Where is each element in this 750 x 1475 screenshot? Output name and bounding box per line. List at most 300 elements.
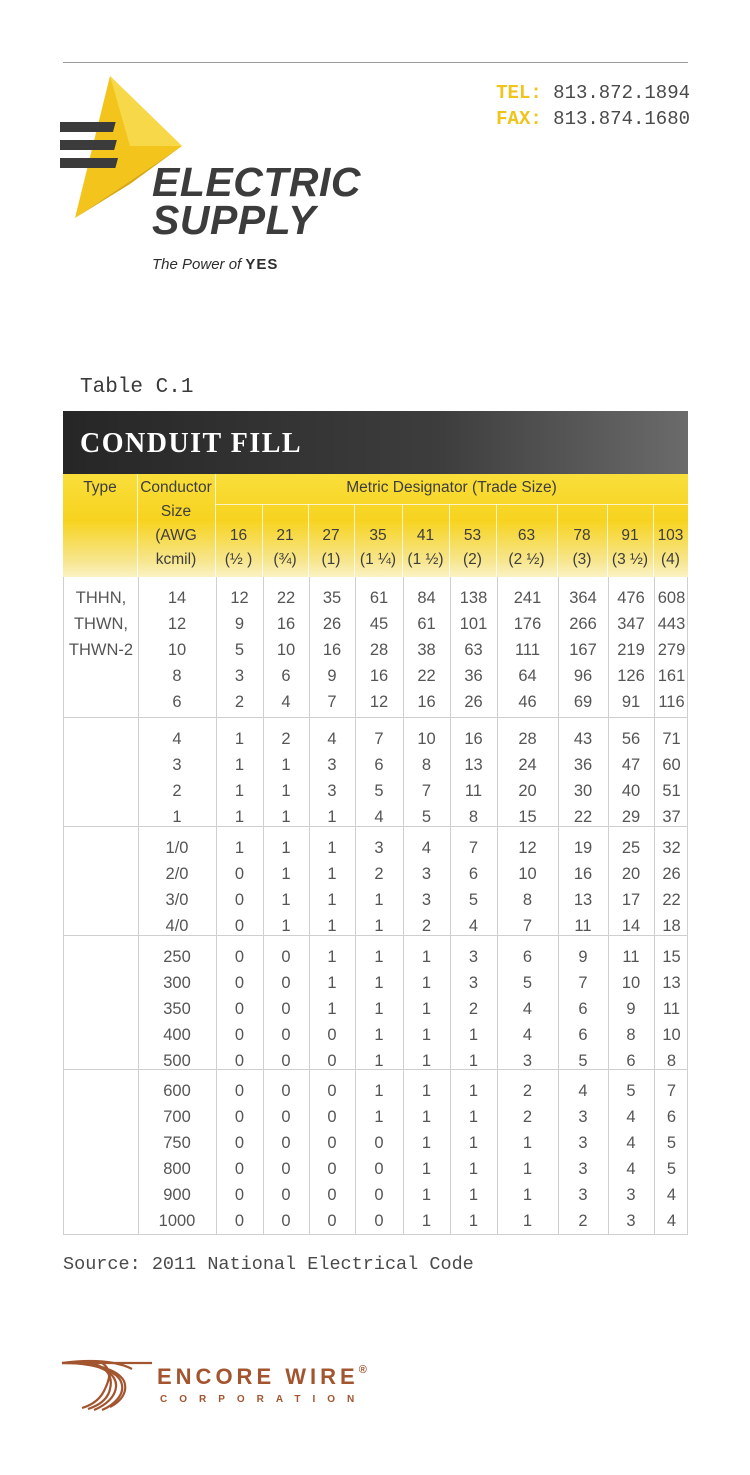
fill-count-value: 18 (662, 917, 681, 935)
fill-count-value: 0 (234, 917, 245, 935)
fill-count-value: 3 (374, 839, 384, 857)
fill-count-value: 5 (626, 1082, 636, 1100)
fill-count-value: 29 (621, 808, 641, 826)
fill-count-value: 1 (234, 782, 245, 800)
fill-count-cell (497, 1078, 558, 1234)
fill-count-value: 14 (621, 917, 641, 935)
fill-count-cell (654, 944, 689, 1074)
fill-count-value: 1 (374, 1052, 384, 1070)
header-divider (557, 504, 558, 577)
fill-count-value: 0 (374, 1134, 384, 1152)
trade-size-value: (1 ¼) (359, 551, 397, 568)
fill-count-value: 3 (578, 1108, 588, 1126)
fill-count-value: 0 (327, 1160, 337, 1178)
fill-count-cell (450, 585, 497, 715)
fill-count-value: 476 (617, 589, 645, 607)
fill-count-value: 279 (657, 641, 686, 659)
fill-count-value: 13 (662, 974, 681, 992)
fill-count-value: 0 (327, 1082, 337, 1100)
fill-count-value: 7 (374, 730, 384, 748)
fill-count-value: 26 (662, 865, 681, 883)
fill-count-cell (309, 1078, 355, 1234)
top-divider (63, 62, 688, 63)
fill-count-cell (403, 944, 450, 1074)
conductor-header-line: Conductor (140, 479, 212, 496)
fill-count-value: 96 (573, 667, 593, 685)
fill-count-value: 0 (234, 1212, 245, 1230)
fill-count-value: 1 (421, 1160, 432, 1178)
fill-count-value: 22 (417, 667, 436, 685)
fill-count-value: 1 (421, 1108, 432, 1126)
fill-count-value: 0 (327, 1108, 337, 1126)
fill-count-value: 4 (522, 1000, 533, 1018)
fill-count-value: 0 (374, 1212, 384, 1230)
fill-count-cell (654, 726, 689, 830)
fill-count-cell (497, 585, 558, 715)
header-divider (354, 504, 355, 577)
tel-line (496, 80, 690, 106)
metric-size-value: 91 (621, 527, 639, 544)
fill-count-value: 4 (666, 1186, 677, 1204)
fill-count-value: 176 (513, 615, 542, 633)
fill-count-value: 1 (281, 756, 291, 774)
fill-count-value: 1 (522, 1134, 533, 1152)
fill-count-value: 0 (374, 1160, 384, 1178)
fill-count-value: 6 (522, 948, 533, 966)
conductor-size-value: 2/0 (165, 865, 189, 883)
fill-count-value: 16 (322, 641, 342, 659)
fill-count-value: 2 (234, 693, 245, 711)
conductor-size-value: 12 (167, 615, 187, 633)
fill-count-value: 0 (327, 1186, 337, 1204)
fill-count-value: 1 (327, 974, 337, 992)
contact-block (496, 80, 690, 132)
fill-count-cell (654, 1078, 689, 1234)
fill-count-value: 5 (578, 1052, 588, 1070)
fill-count-value: 17 (621, 891, 641, 909)
fill-count-value: 347 (617, 615, 645, 633)
conductor-size-cell (138, 835, 216, 939)
conductor-size-value: 10 (167, 641, 187, 659)
conductor-size-cell (138, 585, 216, 715)
conductor-size-value: 300 (163, 974, 191, 992)
fill-count-value: 1 (421, 1082, 432, 1100)
fill-count-value: 138 (459, 589, 488, 607)
header-divider (137, 474, 138, 577)
table-row-group (64, 577, 687, 717)
trade-size-value: (½ ) (224, 551, 253, 568)
encore-wire-name (157, 1364, 367, 1390)
fill-count-cell (608, 835, 654, 939)
fill-count-cell (355, 1078, 403, 1234)
fill-count-value: 1 (421, 1000, 432, 1018)
metric-size-value: 16 (229, 527, 248, 544)
fill-count-value: 8 (468, 808, 479, 826)
fill-count-value: 1 (327, 808, 337, 826)
fax-label: FAX: (496, 108, 542, 130)
fill-count-value: 6 (578, 1000, 588, 1018)
metric-size-value: 41 (416, 527, 435, 544)
table-caption: Table C.1 (80, 376, 194, 399)
fill-count-value: 71 (662, 730, 681, 748)
fill-count-cell (558, 835, 608, 939)
fill-count-cell (608, 585, 654, 715)
fill-count-value: 3 (468, 974, 479, 992)
fill-count-cell (608, 726, 654, 830)
fill-count-cell (403, 1078, 450, 1234)
fill-count-value: 1 (234, 839, 245, 857)
metric-size-value: 21 (276, 527, 294, 544)
fill-count-value: 3 (578, 1134, 588, 1152)
fill-count-value: 1 (421, 948, 432, 966)
fill-count-value: 0 (327, 1134, 337, 1152)
fill-count-value: 9 (578, 948, 588, 966)
fill-count-value: 1 (281, 865, 291, 883)
fill-count-value: 1 (281, 891, 291, 909)
type-value: THHN, (75, 589, 127, 607)
table-title: CONDUIT FILL (80, 428, 303, 459)
header-divider (308, 504, 309, 577)
header-divider (653, 504, 654, 577)
fill-count-value: 0 (234, 1134, 245, 1152)
metric-size-header (557, 524, 607, 572)
fill-count-value: 5 (421, 808, 432, 826)
fill-count-value: 0 (234, 865, 245, 883)
trade-size-value: (3) (572, 551, 592, 568)
fill-count-value: 0 (281, 1160, 291, 1178)
fill-count-cell (558, 585, 608, 715)
fill-count-value: 3 (626, 1212, 636, 1230)
fill-count-value: 8 (421, 756, 432, 774)
conductor-size-value: 1000 (158, 1212, 196, 1230)
fill-count-cell (355, 944, 403, 1074)
fill-count-value: 16 (573, 865, 593, 883)
brand-line-2: SUPPLY (152, 197, 316, 243)
fill-count-value: 1 (522, 1212, 533, 1230)
fill-count-cell (216, 835, 263, 939)
header-divider (262, 504, 263, 577)
fill-count-value: 2 (522, 1108, 533, 1126)
fax-line (496, 106, 690, 132)
fill-count-value: 3 (626, 1186, 636, 1204)
conduit-fill-table (63, 411, 688, 1235)
conductor-size-value: 6 (172, 693, 182, 711)
table-row-group (64, 935, 687, 1069)
fill-count-cell (216, 585, 263, 715)
conductor-size-cell (138, 1078, 216, 1234)
metric-size-value: 35 (369, 527, 387, 544)
fill-count-value: 1 (374, 948, 384, 966)
fill-count-cell (558, 944, 608, 1074)
fill-count-value: 16 (417, 693, 436, 711)
encore-corporation: CORPORATION (160, 1394, 367, 1405)
type-value: THWN, (73, 615, 129, 633)
fill-count-value: 24 (518, 756, 537, 774)
fill-count-value: 1 (327, 948, 337, 966)
tagline (152, 256, 278, 273)
fill-count-value: 1 (421, 1186, 432, 1204)
metric-size-value: 63 (517, 527, 536, 544)
header-divider (449, 504, 450, 577)
fill-count-value: 2 (421, 917, 432, 935)
conductor-size-value: 1 (172, 808, 182, 826)
source-note: Source: 2011 National Electrical Code (63, 1254, 474, 1275)
tel-value[interactable]: 813.872.1894 (553, 82, 690, 104)
metric-size-header (308, 524, 354, 572)
trade-size-value: (1 ½) (407, 551, 444, 568)
fill-count-value: 4 (626, 1160, 636, 1178)
fill-count-value: 10 (276, 641, 296, 659)
fill-count-value: 61 (417, 615, 436, 633)
fill-count-value: 0 (281, 948, 291, 966)
fill-count-value: 46 (518, 693, 537, 711)
metric-size-header (402, 524, 449, 572)
fill-count-value: 0 (234, 1160, 245, 1178)
fill-count-value: 63 (464, 641, 483, 659)
fill-count-value: 6 (281, 667, 291, 685)
fill-count-value: 3 (522, 1052, 533, 1070)
fill-count-value: 1 (281, 839, 291, 857)
fill-count-cell (216, 726, 263, 830)
fill-count-value: 19 (573, 839, 593, 857)
fill-count-cell (309, 944, 355, 1074)
fill-count-value: 60 (662, 756, 681, 774)
fill-count-value: 1 (234, 756, 245, 774)
brand-line-1: ELECTRIC (152, 159, 361, 205)
table-row-group (64, 826, 687, 935)
fill-count-cell (403, 585, 450, 715)
fill-count-value: 16 (276, 615, 296, 633)
fill-count-value: 3 (327, 756, 337, 774)
trade-size-value: (2 ½) (508, 551, 545, 568)
fill-count-value: 1 (522, 1186, 533, 1204)
fill-count-value: 26 (464, 693, 483, 711)
metric-size-header (215, 524, 262, 572)
fill-count-value: 36 (573, 756, 593, 774)
fill-count-value: 3 (578, 1160, 588, 1178)
fill-count-cell (558, 726, 608, 830)
conductor-size-value: 800 (163, 1160, 191, 1178)
fill-count-value: 1 (374, 974, 384, 992)
fill-count-value: 32 (662, 839, 681, 857)
fill-count-value: 1 (327, 1000, 337, 1018)
fill-count-value: 0 (234, 1000, 245, 1018)
conductor-size-value: 250 (163, 948, 191, 966)
fill-count-value: 91 (621, 693, 641, 711)
header-divider (607, 504, 608, 577)
fill-count-value: 1 (327, 917, 337, 935)
fill-count-value: 5 (468, 891, 479, 909)
table-body (63, 577, 688, 1235)
fill-count-cell (263, 1078, 309, 1234)
table-row-group (64, 1069, 687, 1234)
conductor-size-value: 3 (172, 756, 182, 774)
fill-count-cell (403, 835, 450, 939)
fill-count-value: 6 (578, 1026, 588, 1044)
fill-count-value: 116 (658, 693, 685, 711)
tagline-prefix: The Power of (152, 256, 246, 273)
fill-count-value: 0 (281, 1026, 291, 1044)
metric-designator-header: Metric Designator (Trade Size) (346, 479, 557, 496)
fill-count-value: 10 (518, 865, 537, 883)
fill-count-value: 1 (468, 1212, 479, 1230)
conductor-header-line: Size (160, 503, 192, 520)
fill-count-value: 69 (573, 693, 593, 711)
fill-count-value: 12 (230, 589, 249, 607)
fill-count-value: 2 (374, 865, 384, 883)
conductor-header-line: (AWG (155, 527, 197, 544)
fill-count-cell (497, 726, 558, 830)
fill-count-value: 0 (327, 1026, 337, 1044)
metric-size-value: 78 (573, 527, 591, 544)
fill-count-value: 0 (281, 1082, 291, 1100)
metric-size-value: 27 (322, 527, 340, 544)
fill-count-value: 3 (421, 865, 432, 883)
fill-count-value: 111 (514, 641, 541, 659)
header-subdivider (215, 504, 688, 505)
fill-count-cell (263, 585, 309, 715)
fill-count-value: 4 (468, 917, 479, 935)
fill-count-value: 38 (417, 641, 436, 659)
fill-count-value: 1 (522, 1160, 533, 1178)
fill-count-value: 4 (626, 1108, 636, 1126)
fill-count-cell (608, 944, 654, 1074)
tel-label: TEL: (496, 82, 542, 104)
fill-count-value: 1 (468, 1186, 479, 1204)
conductor-size-value: 3/0 (165, 891, 189, 909)
fill-count-value: 1 (468, 1082, 479, 1100)
registered-mark: ® (358, 1364, 367, 1376)
fill-count-value: 5 (374, 782, 384, 800)
fill-count-cell (403, 726, 450, 830)
fill-count-value: 126 (617, 667, 645, 685)
fill-count-value: 16 (464, 730, 483, 748)
fill-count-value: 15 (518, 808, 537, 826)
fill-count-value: 3 (578, 1186, 588, 1204)
fill-count-value: 101 (459, 615, 488, 633)
fill-count-value: 266 (569, 615, 597, 633)
fill-count-value: 35 (322, 589, 342, 607)
fill-count-value: 4 (281, 693, 291, 711)
fill-count-value: 1 (421, 1134, 432, 1152)
fill-count-value: 0 (281, 1186, 291, 1204)
fill-count-value: 64 (518, 667, 537, 685)
fill-count-value: 4 (666, 1212, 677, 1230)
fill-count-value: 167 (569, 641, 597, 659)
fill-count-value: 5 (666, 1134, 677, 1152)
fill-count-value: 0 (234, 1108, 245, 1126)
fill-count-value: 13 (464, 756, 483, 774)
fill-count-value: 26 (322, 615, 342, 633)
fill-count-value: 6 (468, 865, 479, 883)
fill-count-value: 45 (369, 615, 389, 633)
fill-count-cell (608, 1078, 654, 1234)
fill-count-value: 11 (662, 1000, 681, 1018)
column-divider (138, 936, 139, 1069)
fill-count-value: 20 (518, 782, 537, 800)
table-row-group (64, 717, 687, 826)
fill-count-value: 5 (666, 1160, 677, 1178)
fill-count-cell (355, 585, 403, 715)
fill-count-value: 2 (281, 730, 291, 748)
metric-size-header (449, 524, 496, 572)
fill-count-value: 219 (617, 641, 645, 659)
fill-count-value: 1 (234, 730, 245, 748)
fill-count-value: 2 (468, 1000, 479, 1018)
fill-count-value: 364 (569, 589, 597, 607)
trade-size-value: (2) (463, 551, 482, 568)
header-divider (402, 504, 403, 577)
fill-count-value: 241 (513, 589, 542, 607)
conductor-size-value: 600 (163, 1082, 191, 1100)
type-value: THWN-2 (68, 641, 134, 659)
fill-count-value: 1 (234, 808, 245, 826)
fill-count-value: 61 (369, 589, 389, 607)
fill-count-value: 1 (281, 917, 291, 935)
fill-count-value: 40 (621, 782, 641, 800)
fill-count-value: 10 (417, 730, 436, 748)
fill-count-value: 1 (468, 1026, 479, 1044)
fill-count-value: 0 (374, 1186, 384, 1204)
column-divider (138, 718, 139, 826)
fill-count-cell (309, 835, 355, 939)
fill-count-value: 9 (626, 1000, 636, 1018)
fill-count-value: 7 (468, 839, 479, 857)
type-header: Type (83, 479, 117, 496)
fill-count-value: 4 (327, 730, 337, 748)
fill-count-value: 84 (417, 589, 436, 607)
fill-count-cell (654, 835, 689, 939)
fill-count-value: 3 (421, 891, 432, 909)
tagline-yes: YES (245, 256, 279, 273)
fill-count-value: 1 (327, 891, 337, 909)
fill-count-value: 0 (234, 948, 245, 966)
fill-count-cell (309, 726, 355, 830)
conductor-size-value: 8 (172, 667, 182, 685)
fill-count-value: 43 (573, 730, 593, 748)
fill-count-value: 11 (574, 917, 592, 935)
fill-count-value: 6 (374, 756, 384, 774)
fill-count-value: 7 (327, 693, 337, 711)
conductor-size-value: 500 (163, 1052, 191, 1070)
fill-count-value: 13 (573, 891, 593, 909)
column-divider (138, 577, 139, 717)
fill-count-cell (355, 726, 403, 830)
fill-count-cell (216, 944, 263, 1074)
conductor-size-value: 700 (163, 1108, 191, 1126)
fill-count-cell (263, 944, 309, 1074)
fill-count-value: 20 (621, 865, 641, 883)
conductor-size-cell (138, 726, 216, 830)
fill-count-value: 4 (626, 1134, 636, 1152)
fill-count-value: 28 (518, 730, 537, 748)
fill-count-value: 1 (421, 1212, 432, 1230)
fill-count-value: 16 (369, 667, 389, 685)
type-cell (64, 585, 138, 663)
fill-count-value: 2 (578, 1212, 588, 1230)
column-divider (138, 1070, 139, 1234)
fill-count-cell (216, 1078, 263, 1234)
fax-value: 813.874.1680 (553, 108, 690, 130)
metric-size-value: 103 (657, 527, 684, 544)
fill-count-value: 11 (464, 782, 483, 800)
header-divider (496, 504, 497, 577)
fill-count-value: 7 (522, 917, 533, 935)
fill-count-value: 1 (281, 808, 291, 826)
conductor-size-value: 750 (163, 1134, 191, 1152)
fill-count-value: 1 (421, 1052, 432, 1070)
conductor-size-value: 4/0 (165, 917, 189, 935)
